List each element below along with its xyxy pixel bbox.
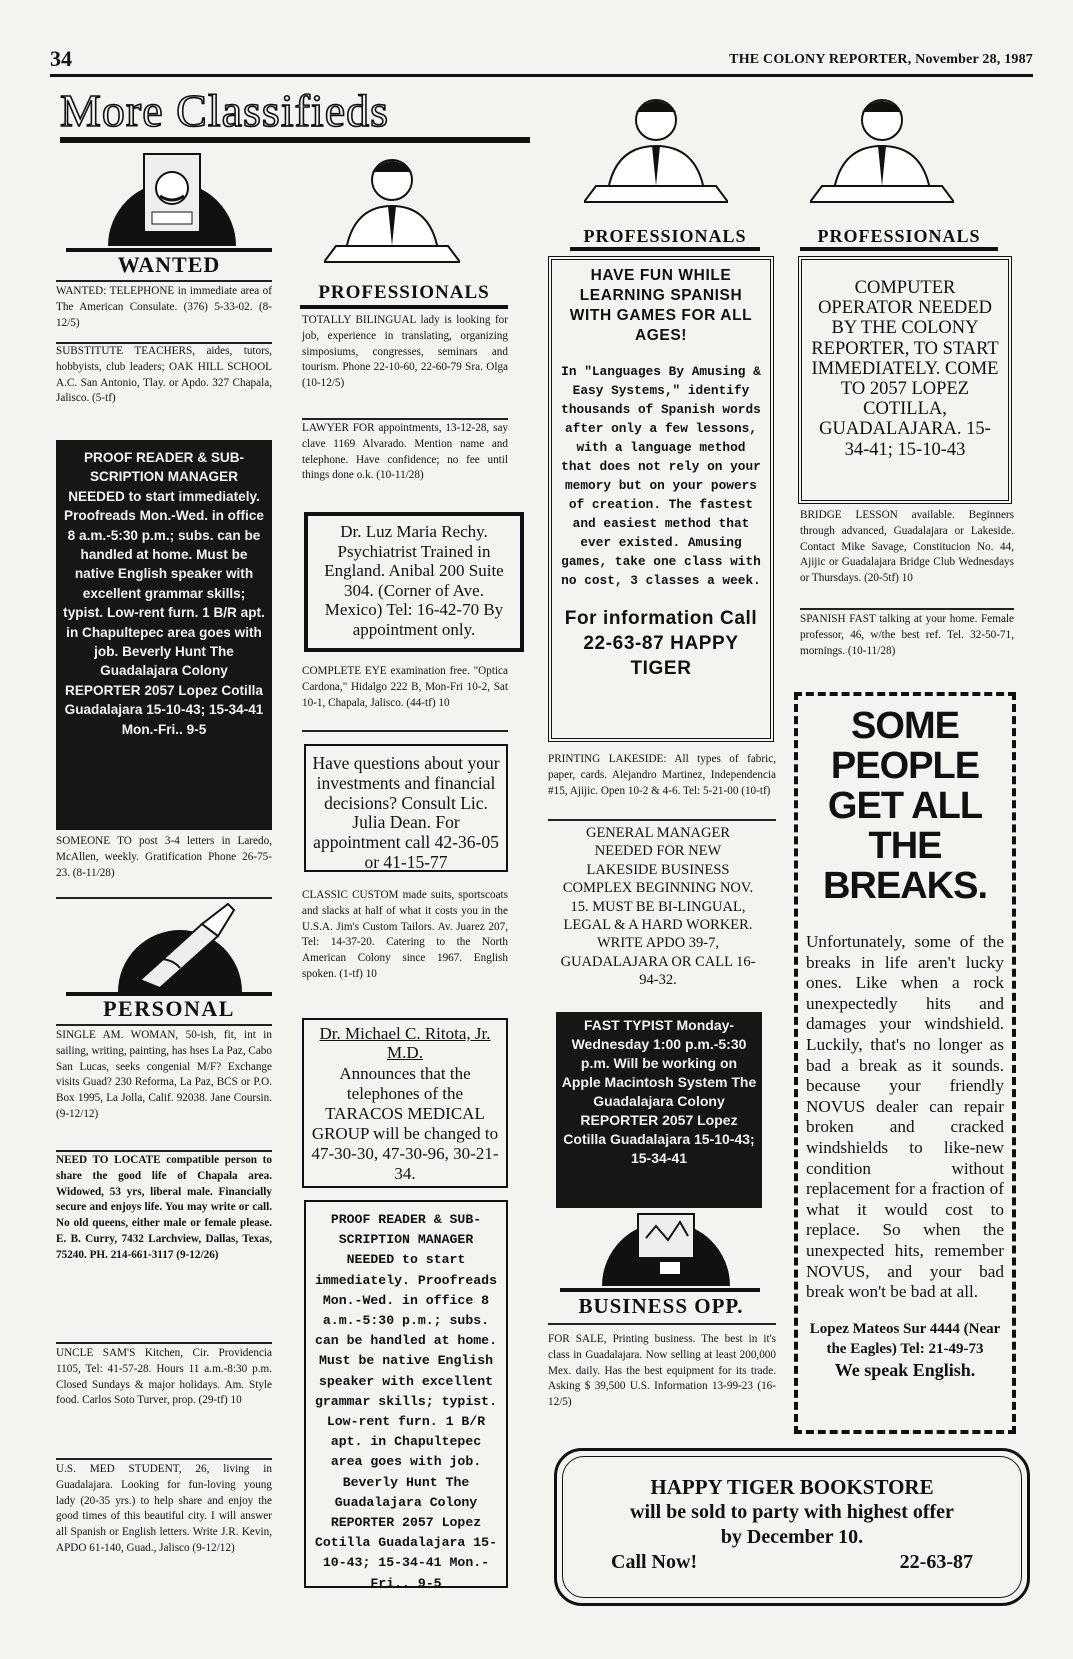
bookstore-line3: by December 10. <box>720 1526 864 1548</box>
personal-ad: UNCLE SAM'S Kitchen, Cir. Providencia 1105, Tel: 41-57-28. Hours 11 a.m.-8:30 p.m. Closed Sundays & major holidays. Am. Style food. Carlos Soto Turver, prop. (29-tf) 10 <box>56 1347 272 1407</box>
page-number: 34 <box>50 46 72 71</box>
professionals-heading: PROFESSIONALS <box>300 282 508 309</box>
banner-rule <box>60 137 530 143</box>
novus-tagline: We speak English. <box>834 1359 976 1380</box>
spanish-games-box <box>548 256 774 742</box>
businessman-illustration <box>810 90 954 210</box>
novus-ad <box>794 692 1016 1434</box>
rechy-box: Dr. Luz Maria Rechy. Psychiatrist Trained in England. Anibal 200 Suite 304. (Corner of Ave. Mexico) Tel: 16-42-70 By appointment only. <box>304 512 524 652</box>
header-rule <box>50 74 1033 77</box>
ad-divider <box>302 418 508 420</box>
professional-ad: LAWYER FOR appointments, 13-12-28, say clave 1169 Alvarado. Mention name and telephone. Have confidence; no fee until things done o.k. (10-11/28) <box>302 422 508 482</box>
ritota-body: Announces that the telephones of the TARACOS MEDICAL GROUP will be changed to 47-30-30, 47-30-96, 30-21-34. <box>311 1064 499 1183</box>
spanish-fast-ad: SPANISH FAST talking at your home. Female professor, 46, w/the best ref. Tel. 32-50-71, mornings. (10-11/28) <box>800 613 1014 657</box>
fast-typist-ad: FAST TYPIST Monday-Wednesday 1:00 p.m.-5:30 p.m. Will be working on Apple Macintosh System The Guadalajara Colony REPORTER 2057 Lopez Cotilla Guadalajara 15-10-43; 15-34-41 <box>556 1012 762 1208</box>
personal-underline <box>56 1024 272 1026</box>
computer-operator-box: COMPUTER OPERATOR NEEDED BY THE COLONY REPORTER, TO START IMMEDIATELY. COME TO 2057 LOPEZ COTILLA, GUADALAJARA. 15-34-41; 15-10-43 <box>798 256 1012 504</box>
novus-headline: SOME PEOPLE GET ALL THE BREAKS. <box>822 705 988 907</box>
bookstore-line1: HAPPY TIGER BOOKSTORE <box>650 1475 934 1499</box>
wanted-underline <box>56 280 272 282</box>
ritota-name: Dr. Michael C. Ritota, Jr. M.D. <box>319 1024 491 1062</box>
personal-ad: U.S. MED STUDENT, 26, living in Guadalajara. Looking for fun-loving young lady (20-35 yrs.) to help share and enjoy the good times of this beautiful city. I will answer all Spanish or English letters. Write J.R. Kevin, APDO 61-140, Guad., Jalisco (9-12/12) <box>56 1463 272 1554</box>
ad-divider <box>56 1458 272 1460</box>
ad-divider <box>56 1342 272 1344</box>
wanted-poster-illustration <box>104 150 240 246</box>
spanish-info: For information Call 22-63-87 HAPPY TIGER <box>564 608 758 679</box>
professionals-heading: PROFESSIONALS <box>570 226 760 251</box>
someone-ad: SOMEONE TO post 3-4 letters in Laredo, McAllen, weekly. Gratification Phone 26-75-23. (8-11/28) <box>56 835 272 879</box>
bookstore-ad <box>554 1448 1030 1606</box>
printing-lakeside-ad: PRINTING LAKESIDE: All types of fabric, paper, cards. Alejandro Martinez, Independencia #15, Ajijic. Open 10-2 & 4-6. Tel: 5-21-00 (10-tf) <box>548 753 776 797</box>
proof-reader-box: PROOF READER & SUB-SCRIPTION MANAGER NEEDED to start immediately. Proofreads Mon.-Wed. in office 8 a.m.-5:30 p.m.; subs. can be handled at home. Must be native English speaker with excellent grammar skills; typist. Low-rent furn. 1 B/R apt. in Chapultepec area goes with job. Beverly Hunt The Guadalajara Colony REPORTER 2057 Lopez Cotilla Guadalajara 15-10-43; 15-34-41 Mon.-Fri.. 9-5 <box>304 1200 508 1588</box>
novus-body: Unfortunately, some of the breaks in life aren't lucky ones. Like when a rock unexpectedly hits and damages your windshield. Luckily, that's no longer as bad a break as it sounds. because your friendly NOVUS dealer can repair broken and cracked windshields to like-new condition without replacement for a fraction of what it would cost to replace. So when the unexpected hits, remember NOVUS, and your bad break won't be bad at all. <box>806 932 1004 1302</box>
bridge-lesson-ad: BRIDGE LESSON available. Beginners through advanced, Guadalajara or Lakeside. Contact Mike Savage, Constitucion No. 44, Ajijic or Guadalajara Bridge Club Wednesdays or Thursdays. (20-5tf) 10 <box>800 509 1014 585</box>
bookstore-call: Call Now! <box>611 1551 698 1573</box>
wanted-ad: WANTED: TELEPHONE in immediate area of The American Consulate. (376) 5-33-02. (8-12/5) <box>56 285 272 329</box>
ad-divider <box>800 608 1014 610</box>
personal-heading: PERSONAL <box>103 996 235 1021</box>
novus-address: Lopez Mateos Sur 4444 (Near the Eagles) Tel: 21-49-73 <box>809 1320 1001 1357</box>
ad-divider <box>56 897 272 899</box>
bookstore-call-row <box>587 1550 997 1575</box>
ad-divider <box>302 730 508 732</box>
professionals-heading: PROFESSIONALS <box>800 226 998 251</box>
personal-ad: SINGLE AM. WOMAN, 50-ish, fit, int in sailing, writing, painting, has hses La Paz, Cabo San Lucas, seeks congenial M/F? Exchange visits Guad? 230 Reforma, La Paz, BCS or P.O. Box 1995, La Jolla, Calif. 92038. Jane Coursin. (9-12/12) <box>56 1029 272 1120</box>
writing-hand-illustration <box>110 900 250 992</box>
for-sale-ad: FOR SALE, Printing business. The best in it's class in Guadalajara. Now selling at least 200,000 Mex. daily. Has the best equipment for its trade. Asking $ 39,500 U.S. Information 13-99-23 (16-12/5) <box>548 1333 776 1409</box>
business-rule <box>560 1288 760 1292</box>
proof-reader-dark-ad: PROOF READER & SUB-SCRIPTION MANAGER NEEDED to start immediately. Proofreads Mon.-Wed. in office 8 a.m.-5:30 p.m.; subs. can be handled at home. Must be native English speaker with excellent grammar skills; typist. Low-rent furn. 1 B/R apt. in Chapultepec area goes with job. Beverly Hunt The Guadalajara Colony REPORTER 2057 Lopez Cotilla Guadalajara 15-10-43; 15-34-41 Mon.-Fri.. 9-5 <box>56 440 272 830</box>
professional-ad: TOTALLY BILINGUAL lady is looking for job, experience in translating, organizing simposiums, congresses, seminars and tourism. Phone 22-10-60, 22-60-79 Sra. Olga (10-12/5) <box>302 314 508 390</box>
custom-suits-ad: CLASSIC CUSTOM made suits, sportscoats and slacks at half of what it costs you in the U.S.A. Jim's Custom Tailors. Av. Juarez 207, Tel: 14-37-20. Catering to the North American Colony since 1967. English spoken. (1-tf) 10 <box>302 889 508 980</box>
business-underline <box>548 1323 776 1325</box>
ad-divider <box>56 1150 272 1152</box>
section-title: More Classifieds <box>60 85 390 136</box>
businessman-illustration <box>324 150 460 270</box>
wanted-ad: SUBSTITUTE TEACHERS, aides, tutors, hobbyists, club leaders; OAK HILL SCHOOL A.C. San Antonio, Tlay. or Apdo. 327 Chapala, Jalisco. (5-tf) <box>56 345 272 405</box>
spanish-body: In "Languages By Amusing & Easy Systems," identify thousands of Spanish words after only a few lessons, with a language method that does not rely on your memory but on your powers of creation. The fastest and easiest method that ever existed. Amusing games, take one class with no cost, 3 classes a week. <box>561 364 761 588</box>
wanted-heading: WANTED <box>117 252 221 277</box>
bookstore-phone: 22-63-87 <box>899 1551 973 1573</box>
ad-divider <box>548 819 776 821</box>
business-heading: BUSINESS OPP. <box>578 1294 744 1318</box>
dean-box: Have questions about your investments and financial decisions? Consult Lic. Julia Dean. For appointment call 42-36-05 or 41-15-77 <box>304 744 508 872</box>
spanish-title: HAVE FUN WHILE LEARNING SPANISH WITH GAMES FOR ALL AGES! <box>569 267 753 344</box>
personal-ad: NEED TO LOCATE compatible person to share the good life of Chapala area. Widowed, 53 yrs, liberal male. Financially secure and enjoys life. You may write or call. No old queens, either male or female please. E. B. Curry, 7432 Larchview, Dallas, Texas, 75240. PH. 214-661-3117 (9-12/26) <box>56 1154 272 1261</box>
ritota-box <box>302 1018 508 1188</box>
running-head: THE COLONY REPORTER, November 28, 1987 <box>729 52 1033 67</box>
businessman-illustration <box>584 90 728 210</box>
business-illustration <box>596 1208 736 1286</box>
bookstore-line2: will be sold to party with highest offer <box>630 1501 954 1523</box>
eye-exam-ad: COMPLETE EYE examination free. "Optica Cardona," Hidalgo 222 B, Mon-Fri 10-2, Sat 10-1, Chapala, Jalisco. (44-tf) 10 <box>302 665 508 709</box>
general-manager-ad: GENERAL MANAGER NEEDED FOR NEW LAKESIDE BUSINESS COMPLEX BEGINNING NOV. 15. MUST BE BI-LINGUAL, LEGAL & A HARD WORKER. WRITE APDO 39-7, GUADALAJARA OR CALL 16-94-32. <box>560 825 756 989</box>
